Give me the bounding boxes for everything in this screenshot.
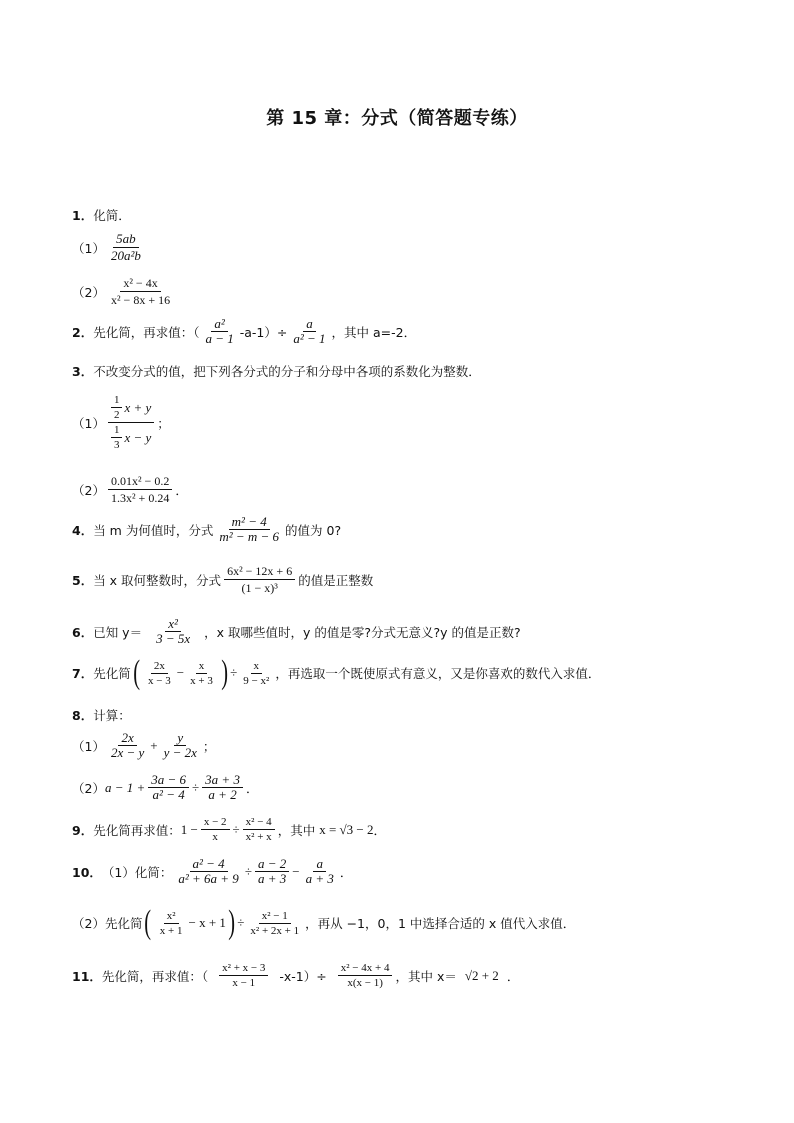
question-text-tail: ，x 取哪些值时，y 的值是零?分式无意义?y 的值是正数? [204,624,521,640]
question-text-mid: ，其中 x＝ [395,968,457,984]
question-text: 先化简，再求值：（ [101,968,209,984]
question-number: 4． [72,522,94,538]
denominator-tail: x − y [124,429,152,445]
fraction [303,858,337,885]
question-8-part-2 [72,774,258,801]
operator: ÷ [244,863,252,879]
numerator: x² [165,618,181,632]
question-9 [72,816,386,843]
question-tail: ． [373,822,387,838]
question-number: 10． [72,864,102,880]
denominator: x² + 2x + 1 [250,924,300,937]
part-label: （2）先化简 [72,916,143,931]
numerator: m² − 4 [229,516,270,530]
numerator: x² + x − 3 [219,962,268,976]
denominator: a² + 6a + 9 [178,871,239,886]
denominator: a + 2 [208,787,237,802]
operator: + [150,737,158,753]
right-paren: ) [228,904,235,941]
question-6 [72,618,521,645]
coefficient-fraction [111,424,123,451]
question-text: 计算： [93,708,131,723]
fraction [202,318,236,345]
question-8-part-1 [72,732,215,759]
numerator: a² − 4 [190,858,228,872]
part-tail: ． [339,864,353,880]
denominator: x [212,831,218,843]
question-4 [72,516,341,543]
question-number: 2． [72,324,94,340]
denominator: (1 − x)³ [241,581,278,595]
numerator: a [313,858,326,872]
denominator: x² − 8x + 16 [110,293,171,307]
question-text-tail: 的值为 0? [285,522,342,538]
question-text: 当 x 取何整数时，分式 [93,572,222,588]
fraction [175,858,241,885]
denominator [108,423,154,451]
question-10-part-1 [72,858,352,885]
question-3 [72,362,481,380]
question-text-tail: 的值是正整数 [298,572,374,588]
denominator: 9 − x² [243,674,270,687]
left-paren: ( [132,654,140,691]
fraction [240,660,272,687]
operator: ÷ [237,915,245,930]
denominator: 20a²b [110,248,141,263]
part-tail: ． [175,482,188,498]
fraction [201,816,230,843]
question-10-part-2 [72,906,575,940]
question-text: 先化简再求值： [93,822,181,838]
question-text: 化简． [93,208,131,223]
expression-lead: 1 − [180,821,198,837]
question-number: 11． [72,968,102,984]
numerator: x² − 4 [243,816,275,830]
part-label: （2） [72,284,105,300]
fraction [247,910,302,937]
denominator: a + 3 [305,871,334,886]
question-7 [72,656,600,690]
operator: ÷ [192,779,200,795]
numerator-tail: x + y [124,399,152,415]
fraction [108,232,144,263]
part-tail: ． [245,780,259,796]
numerator: x [251,660,263,674]
numerator: 2x [151,660,168,674]
page-title: 第 15 章：分式（简答题专练） [266,108,528,129]
numerator: x² − 4x [120,276,160,292]
numerator: y [174,732,186,746]
numerator: 1 [111,394,123,408]
fraction [108,732,147,759]
numerator: 5ab [113,232,139,248]
denominator: y − 2x [163,745,197,760]
denominator: x − 1 [232,977,256,989]
fraction [148,774,189,801]
denominator: x(x − 1) [347,977,383,989]
fraction [290,318,328,345]
numerator: a² [211,318,227,332]
question-11 [72,962,519,989]
question-number: 9． [72,822,94,838]
operator: ÷ [232,821,240,837]
question-text-tail: ，再从 −1，0，1 中选择合适的 x 值代入求值． [305,916,576,931]
fraction [157,910,186,937]
numerator: a − 2 [255,858,289,872]
fraction [219,962,268,989]
expression-lead: a − 1 + [104,779,146,795]
expression-mid: − x + 1 [188,915,226,930]
fraction [108,276,173,307]
denominator: x² + x [245,831,272,843]
denominator: m² − m − 6 [219,529,280,544]
coefficient-fraction [111,394,123,421]
question-text-tail: ，再选取一个既使原式有意义，又是你喜欢的数代入求值． [275,666,601,681]
part-label: （2） [72,780,105,796]
part-label: （1）化简： [101,864,173,880]
numerator: x − 2 [201,816,230,830]
numerator: 0.01x² − 0.2 [108,474,172,490]
fraction [153,618,193,645]
denominator: x + 3 [190,674,213,687]
question-number: 8． [72,708,94,723]
question-number: 1． [72,208,94,223]
question-text: 先化简 [93,666,131,681]
part-tail: ； [157,415,170,431]
denominator: a − 1 [205,331,234,346]
expression-mid: -x-1）÷ [279,968,327,984]
numerator: x² − 1 [259,910,291,924]
question-number: 3． [72,364,94,379]
denominator: 3 [113,439,120,451]
question-number: 5． [72,572,94,588]
numerator: x [196,660,208,674]
question-3-part-1 [72,394,170,451]
question-1-part-1 [72,232,147,263]
complex-fraction [108,394,154,451]
question-text: 当 m 为何值时，分式 [93,522,214,538]
fraction [161,732,200,759]
numerator: x² [164,910,179,924]
denominator: a + 3 [257,871,287,886]
numerator: 1 [111,424,123,438]
part-label: （1） [72,240,105,256]
denominator: 2x − y [110,745,145,760]
question-number: 7． [72,666,94,681]
fraction [187,660,216,687]
question-tail: ，其中 a=-2． [331,324,417,340]
denominator: a² − 4 [152,787,185,802]
part-label: （1） [72,415,105,431]
question-3-part-2 [72,474,188,505]
value-expression: x = √3 − 2 [319,821,374,837]
question-1 [72,206,131,224]
numerator: 2x [118,732,136,746]
question-1-part-2 [72,276,176,307]
fraction [243,816,275,843]
numerator: a [303,318,316,332]
operator: ÷ [230,665,238,680]
question-text-mid: ，其中 [277,822,316,838]
numerator: x² − 4x + 4 [338,962,393,976]
question-5 [72,564,373,595]
fraction [108,474,172,505]
part-label: （1） [72,738,105,754]
denominator: 2 [113,409,120,421]
numerator: 3a − 6 [148,774,189,788]
denominator: x + 1 [159,924,183,937]
question-8 [72,706,131,724]
numerator: 6x² − 12x + 6 [224,564,295,580]
question-text: 先化简，再求值：（ [93,324,200,340]
fraction [338,962,393,989]
part-tail: ； [202,738,216,754]
denominator: 3 − 5x [156,631,191,646]
numerator: 3a + 3 [202,774,243,788]
question-text: 不改变分式的值，把下列各分式的分子和分母中各项的系数化为整数． [93,364,481,379]
left-paren: ( [144,904,152,941]
fraction [145,660,174,687]
operator: − [176,665,185,680]
expression-text: -a-1）÷ [239,324,288,340]
question-text: 已知 y＝ [93,624,143,640]
right-paren: ) [221,654,228,691]
question-2 [72,318,416,345]
fraction [202,774,243,801]
numerator [108,394,154,423]
denominator: 1.3x² + 0.24 [110,491,170,505]
fraction [255,858,289,885]
value-expression: √2 + 2 [464,967,499,983]
denominator: x − 3 [148,674,171,687]
question-number: 6． [72,624,94,640]
denominator: a² − 1 [293,331,326,346]
fraction [224,564,295,595]
fraction [216,516,282,543]
question-tail: ． [506,968,520,984]
part-label: （2） [72,482,105,498]
operator: − [292,863,300,879]
